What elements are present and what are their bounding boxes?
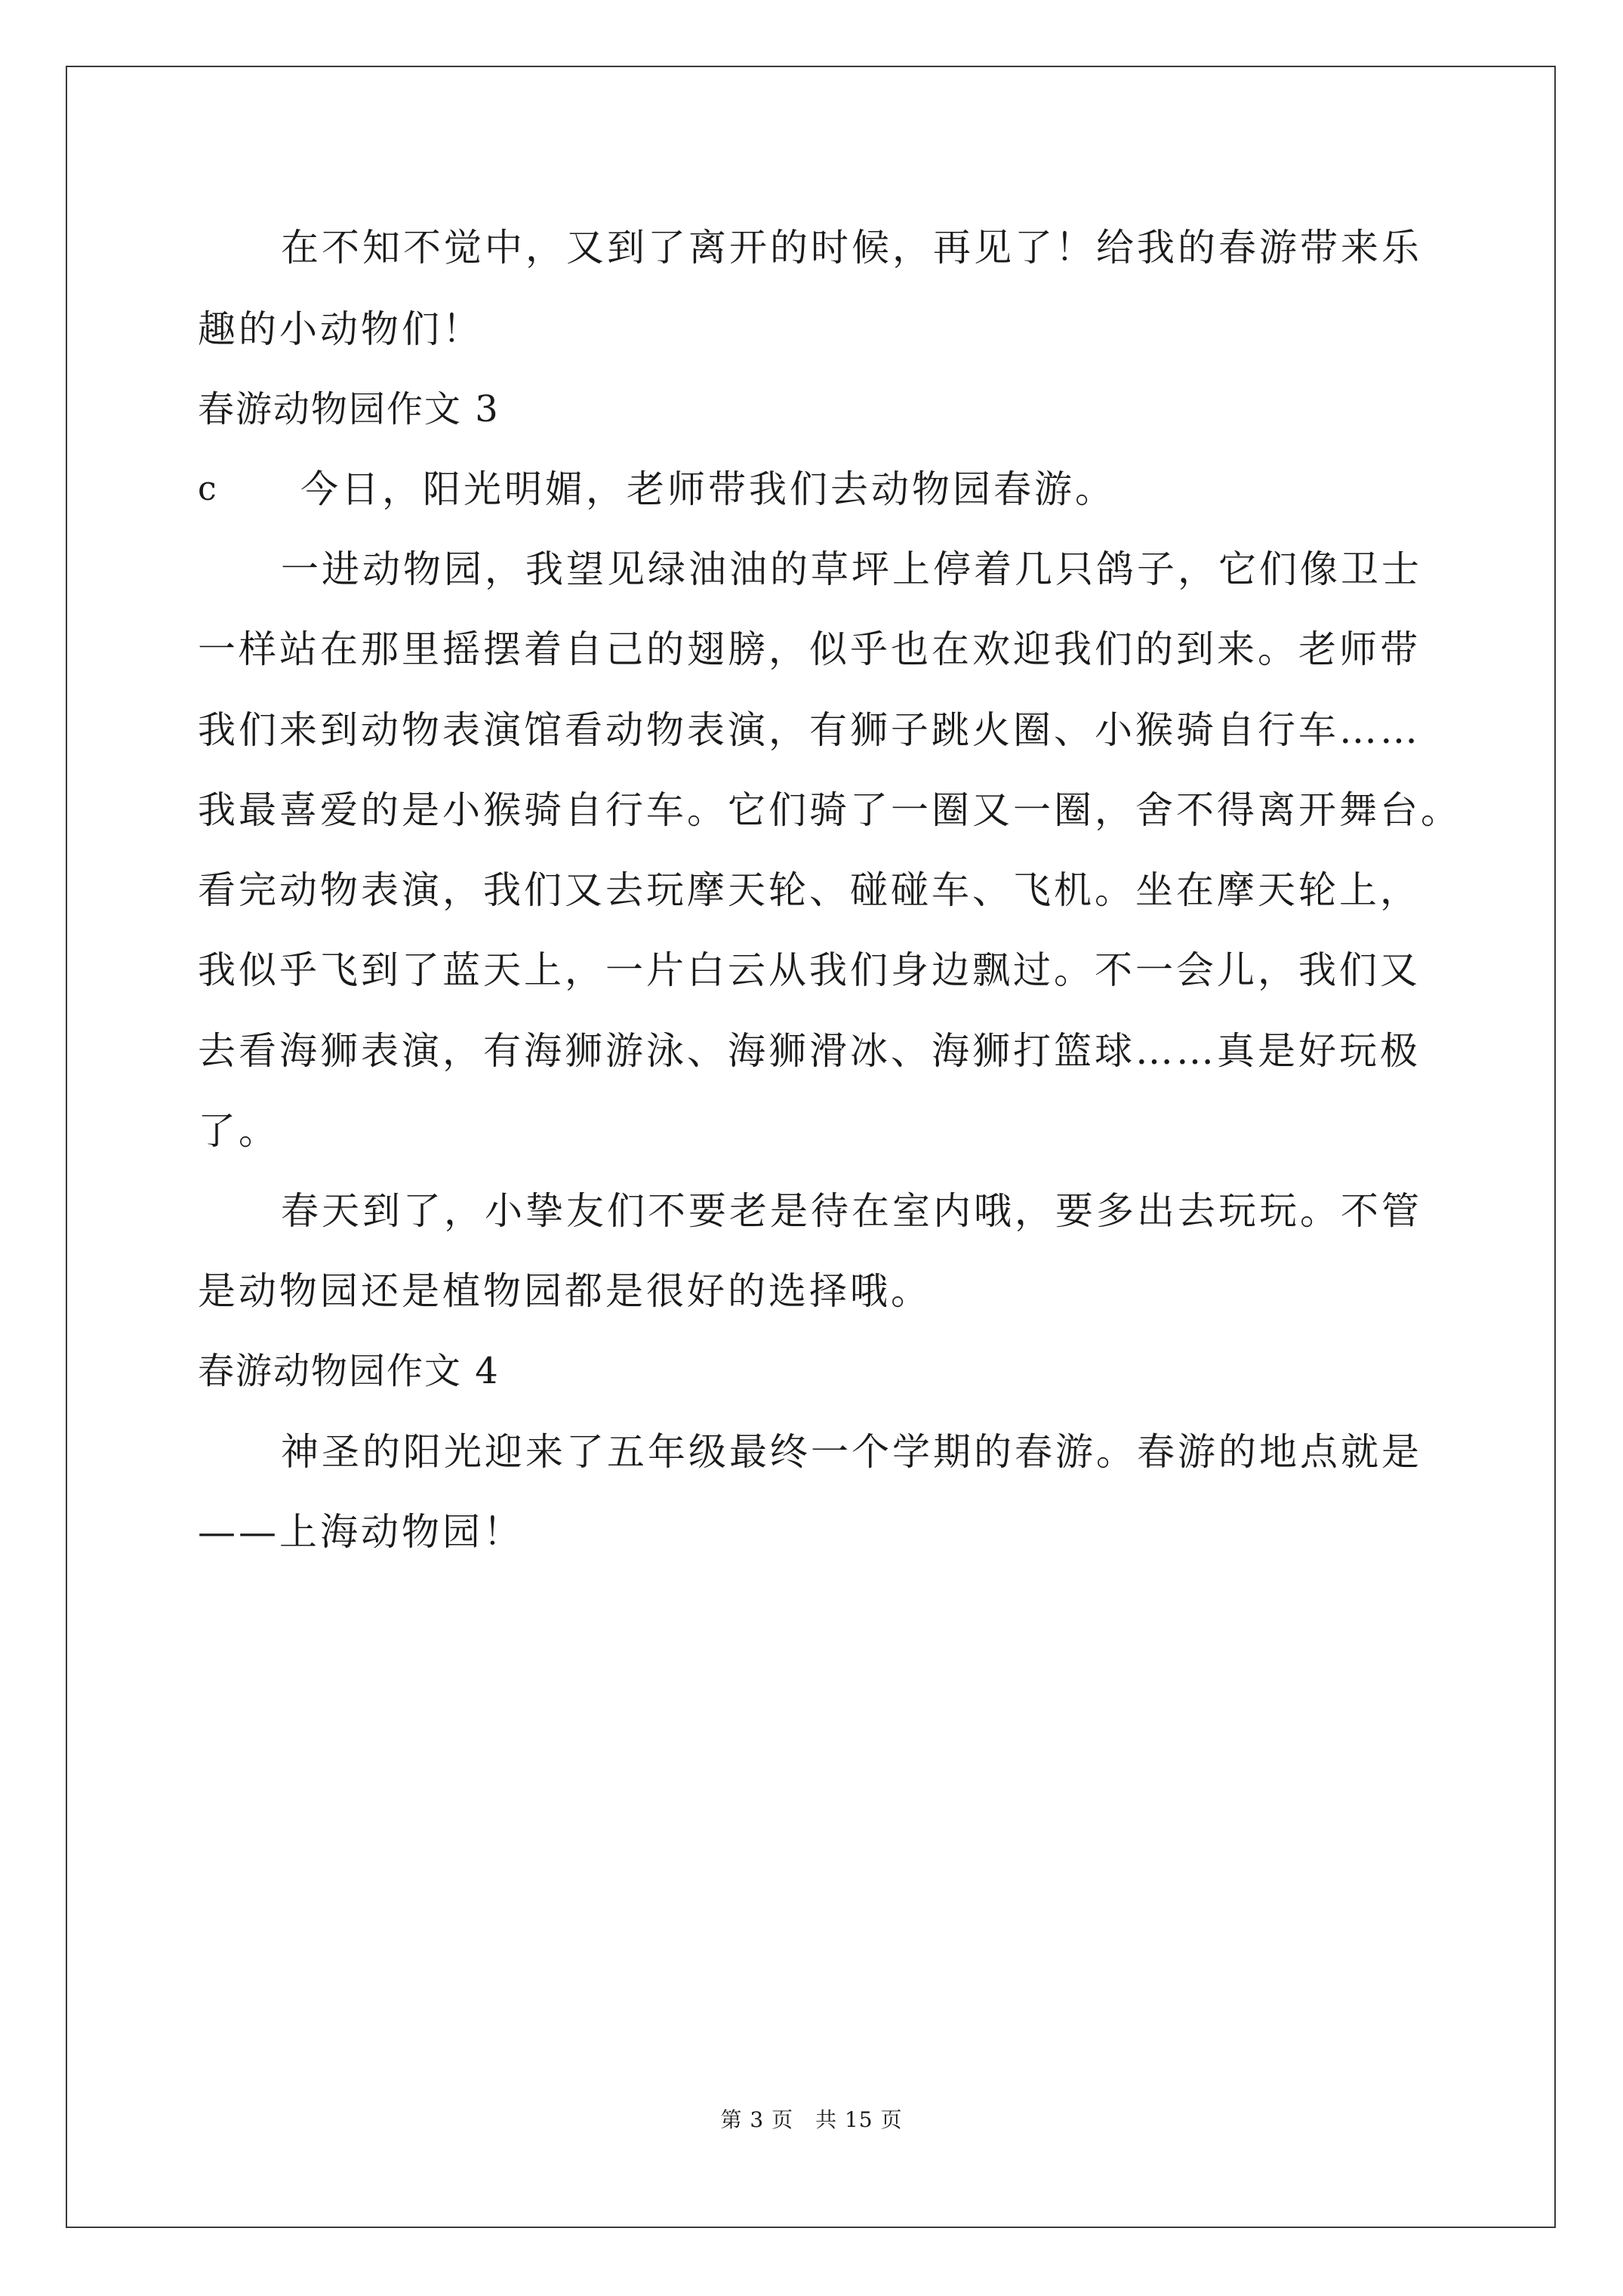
- paragraph-line: 看完动物表演，我们又去玩摩天轮、碰碰车、飞机。坐在摩天轮上，: [198, 868, 1421, 912]
- paragraph-line: 我们来到动物表演馆看动物表演，有狮子跳火圈、小猴骑自行车……: [198, 708, 1421, 752]
- paragraph-line: 今日，阳光明媚，老师带我们去动物园春游。: [300, 467, 1116, 511]
- paragraph-line: 趣的小动物们！: [198, 307, 483, 351]
- paragraph-line: 是动物园还是植物园都是很好的选择哦。: [198, 1269, 932, 1313]
- paragraph-line: 一样站在那里摇摆着自己的翅膀，似乎也在欢迎我们的到来。老师带: [198, 627, 1421, 671]
- paragraph-line: 一进动物园，我望见绿油油的草坪上停着几只鸽子，它们像卫士: [281, 547, 1422, 591]
- paragraph-line: 我最喜爱的是小猴骑自行车。它们骑了一圈又一圈，舍不得离开舞台。: [198, 788, 1461, 832]
- paragraph-line: 去看海狮表演，有海狮游泳、海狮滑冰、海狮打篮球……真是好玩极: [198, 1029, 1421, 1073]
- paragraph-line: 了。: [198, 1109, 279, 1153]
- paragraph-line: ——上海动物园！: [198, 1510, 524, 1554]
- page-footer: 第 3 页 共 15 页: [720, 2107, 903, 2132]
- essay-heading-4: 春游动物园作文 4: [198, 1350, 500, 1392]
- paragraph-line: 我似乎飞到了蓝天上，一片白云从我们身边飘过。不一会儿，我们又: [198, 948, 1421, 992]
- stray-mark: c: [198, 470, 217, 508]
- paragraph-line: 神圣的阳光迎来了五年级最终一个学期的春游。春游的地点就是: [281, 1430, 1422, 1474]
- paragraph-line: 在不知不觉中，又到了离开的时候，再见了！给我的春游带来乐: [281, 226, 1422, 270]
- essay-heading-3: 春游动物园作文 3: [198, 388, 500, 430]
- paragraph-line: 春天到了，小挚友们不要老是待在室内哦，要多出去玩玩。不管: [281, 1189, 1422, 1233]
